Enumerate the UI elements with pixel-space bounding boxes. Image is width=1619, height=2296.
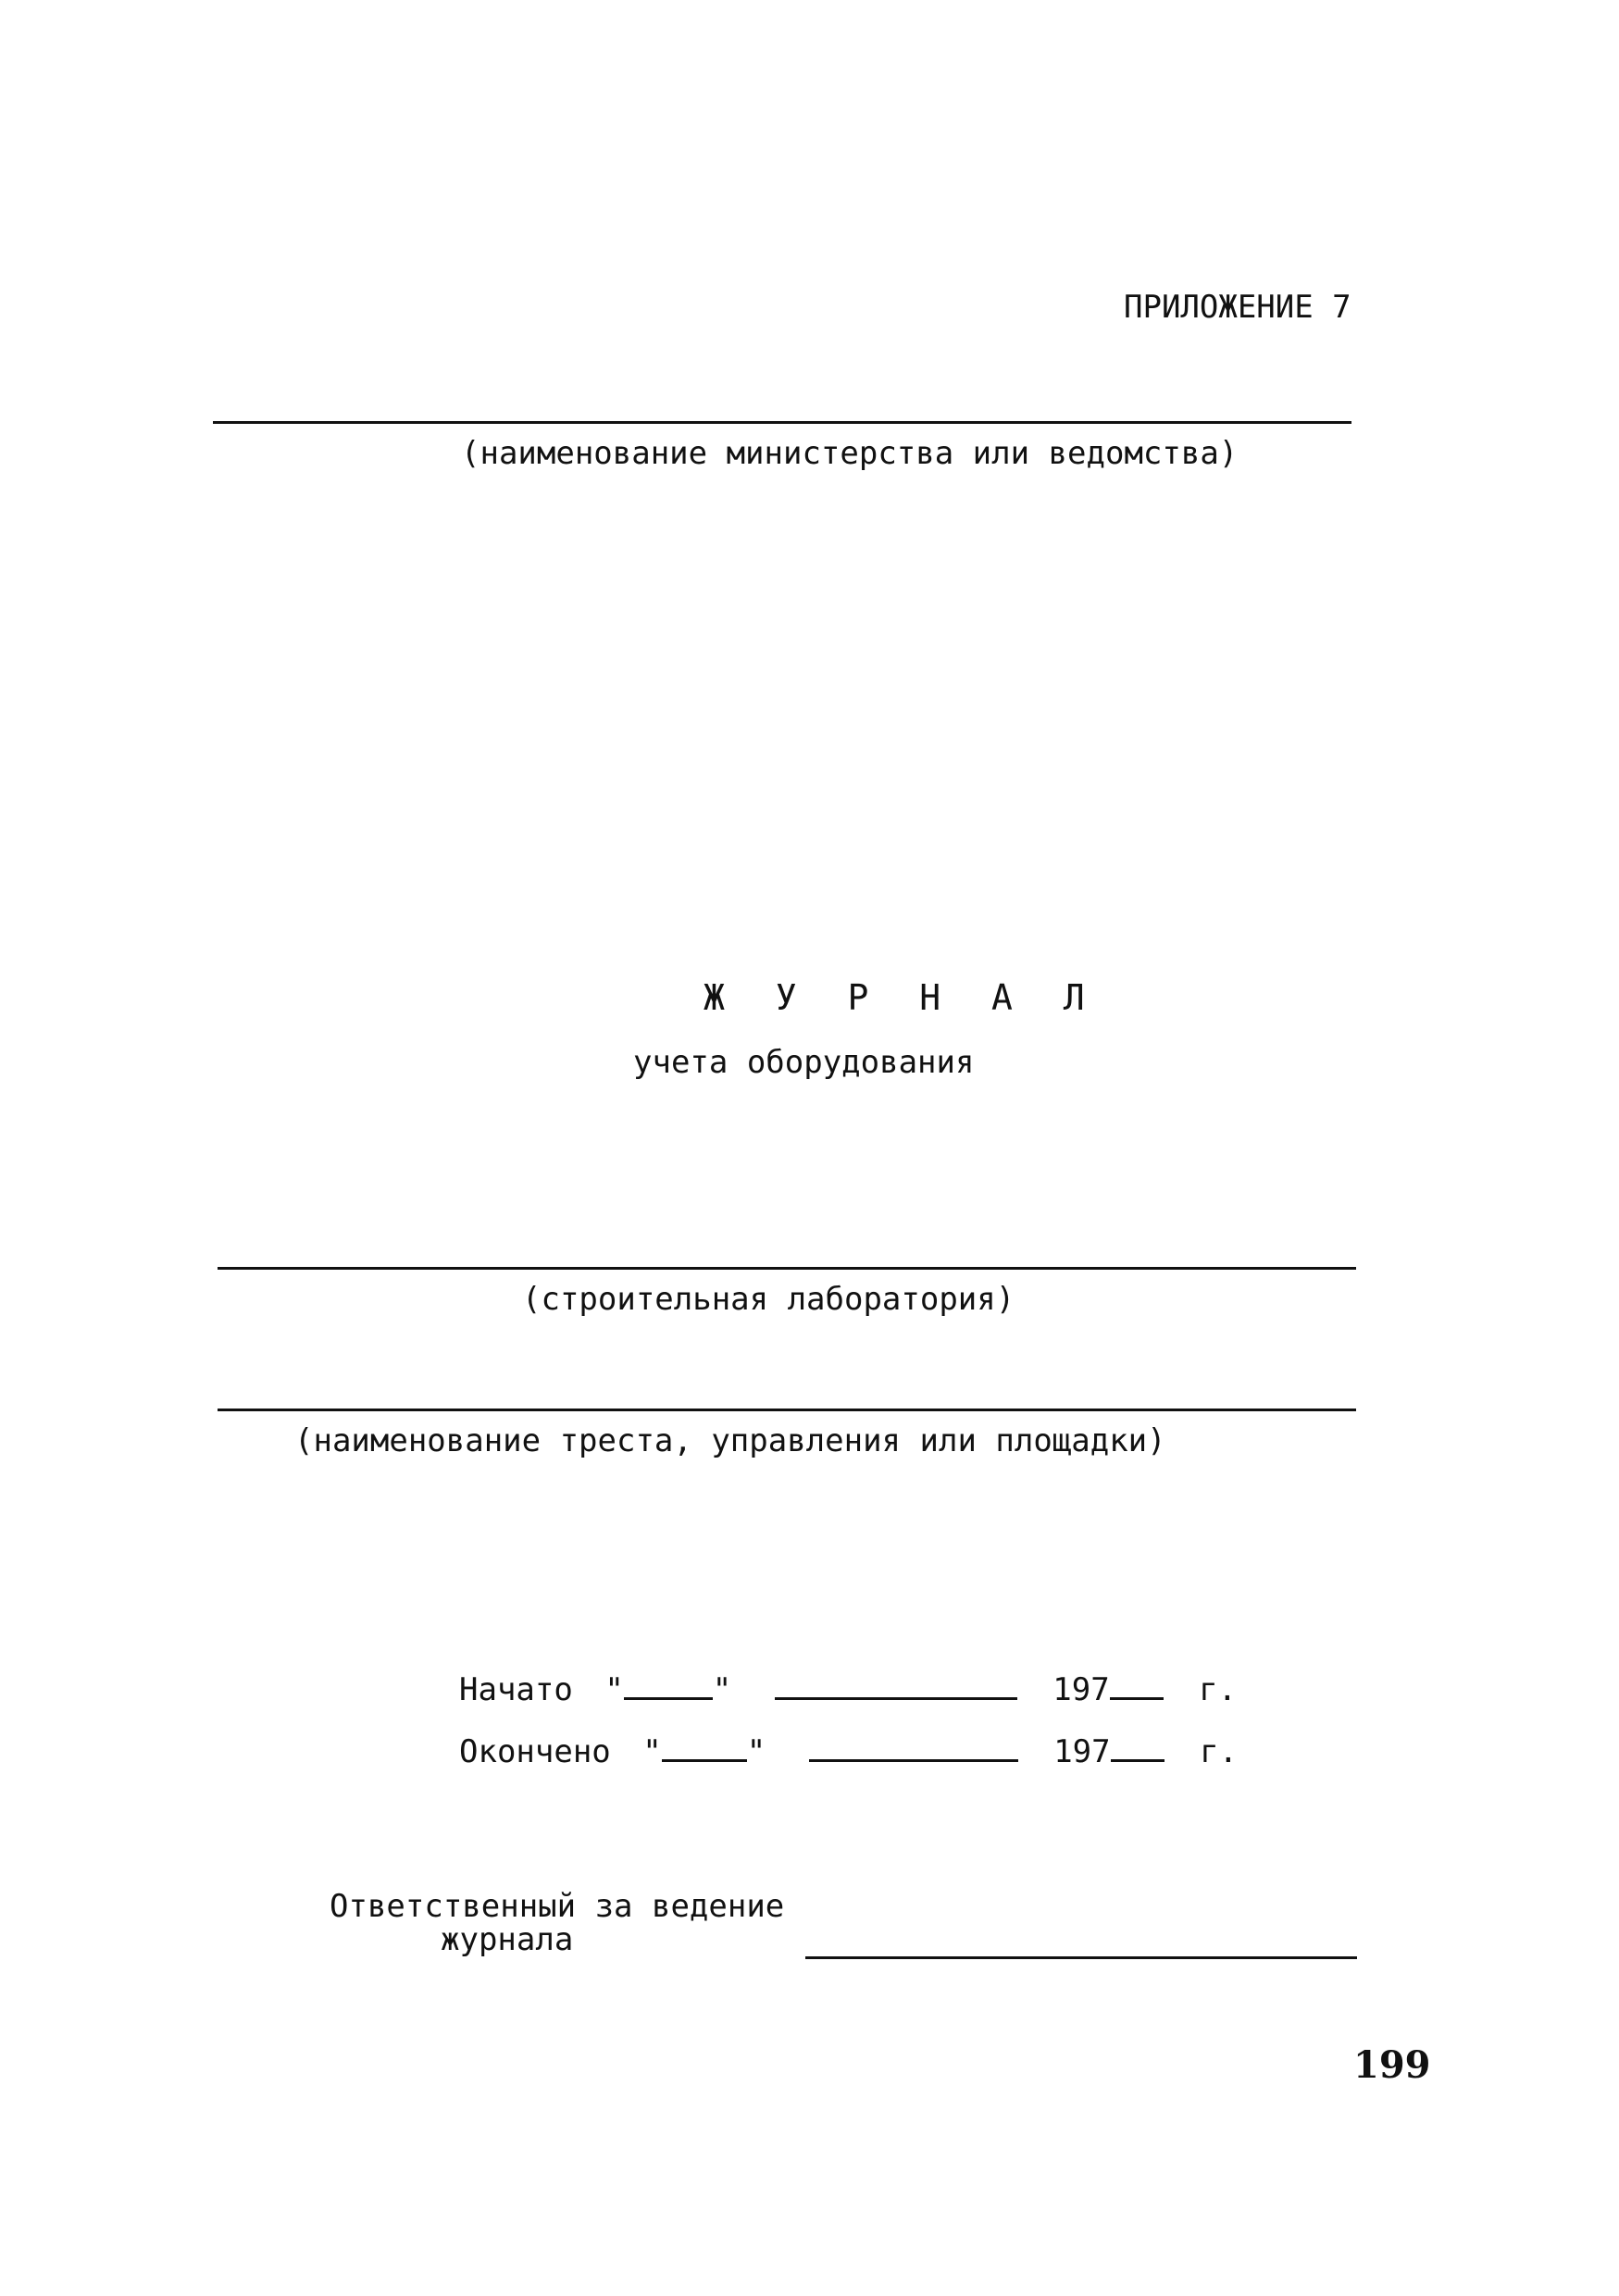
close-quote: " xyxy=(712,1671,732,1708)
open-quote: " xyxy=(604,1671,624,1708)
date-finished-label: Окончено xyxy=(459,1733,611,1770)
month-blank xyxy=(775,1673,1017,1700)
date-started-label: Начато xyxy=(459,1671,573,1708)
day-blank xyxy=(662,1735,747,1762)
month-blank xyxy=(809,1735,1018,1762)
ministry-field-line xyxy=(213,421,1351,424)
year-prefix: 197 xyxy=(1052,1671,1110,1708)
lab-field-line xyxy=(218,1267,1356,1270)
journal-subtitle: учета оборудования xyxy=(633,1044,975,1081)
responsible-label-line2: журнала xyxy=(441,1921,574,1958)
year-suffix: г. xyxy=(1199,1671,1238,1708)
responsible-label-line1: Ответственный за ведение xyxy=(330,1888,785,1925)
year-suffix: г. xyxy=(1200,1733,1239,1770)
year-blank xyxy=(1111,1735,1164,1762)
responsible-signature-line xyxy=(805,1956,1357,1959)
close-quote: " xyxy=(746,1733,766,1770)
date-started-row xyxy=(459,1671,1237,1708)
day-blank xyxy=(624,1673,713,1700)
date-finished-row xyxy=(459,1733,1238,1770)
ministry-field-caption: (наименование министерства или ведомства) xyxy=(461,435,1239,472)
journal-title: Ж У Р Н А Л xyxy=(704,977,1100,1018)
lab-field-caption: (строительная лаборатория) xyxy=(522,1281,1015,1318)
trust-field-line xyxy=(218,1409,1356,1411)
year-prefix: 197 xyxy=(1053,1733,1111,1770)
open-quote: " xyxy=(642,1733,662,1770)
appendix-label: ПРИЛОЖЕНИЕ 7 xyxy=(1124,289,1351,326)
page-number: 199 xyxy=(1353,2043,1431,2087)
trust-field-caption: (наименование треста, управления или площадки) xyxy=(294,1422,1166,1459)
year-blank xyxy=(1110,1673,1164,1700)
